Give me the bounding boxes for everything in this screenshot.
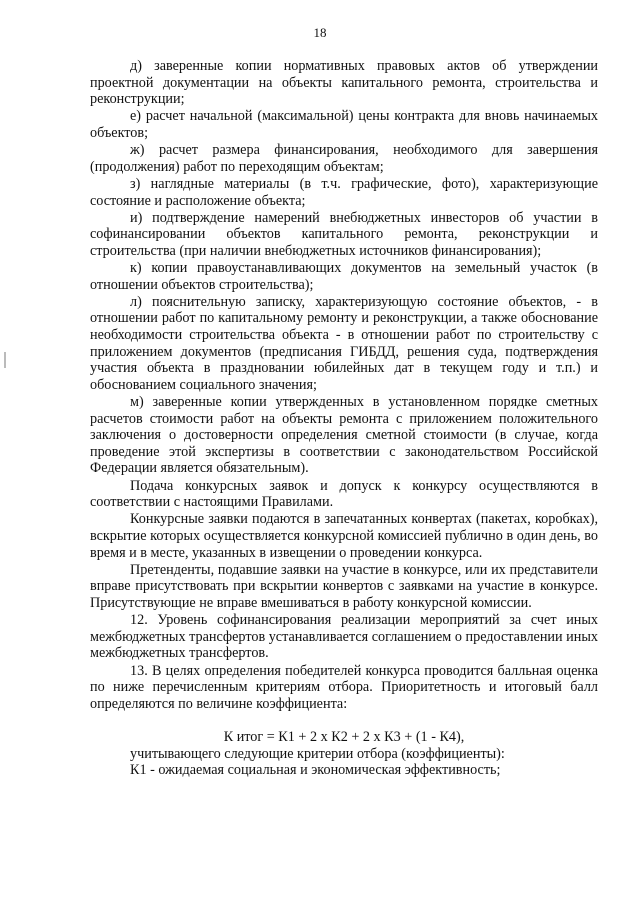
paragraph-applicants: Претенденты, подавшие заявки на участие в конкурсе, или их представители вправе присутствовать при вскрытии конвертов с заявками на участие в конкурсе. Присутствующие не вправе вмешиваться в работу конкурсной комиссии. (90, 561, 598, 611)
paragraph-item-12: 12. Уровень софинансирования реализации мероприятий за счет иных межбюджетных трансфертов устанавливается соглашением о предоставлении иных межбюджетных трансфертов. (90, 612, 598, 662)
scan-margin-mark (4, 352, 6, 368)
paragraph-item-13: 13. В целях определения победителей конкурса проводится балльная оценка по ниже перечисленным критериям отбора. Приоритетность и итоговый балл определяются по величине коэффициента: (90, 662, 598, 712)
paragraph-i: и) подтверждение намерений внебюджетных инвесторов об участии в софинансировании объектов капитального ремонта, реконструкции и строительства (при наличии внебюджетных источников финансирования); (90, 209, 598, 259)
paragraph-e: е) расчет начальной (максимальной) цены контракта для вновь начинаемых объектов; (90, 108, 598, 141)
paragraph-zh: ж) расчет размера финансирования, необходимого для завершения (продолжения) работ по переходящим объектам; (90, 142, 598, 175)
paragraph-envelopes: Конкурсные заявки подаются в запечатанных конвертах (пакетах, коробках), вскрытие которых осуществляется конкурсной комиссией публично в один день, во время и в месте, указанных в извещении о проведении конкурса. (90, 511, 598, 561)
document-body (90, 58, 598, 779)
page-number: 18 (313, 25, 327, 40)
paragraph-submission: Подача конкурсных заявок и допуск к конкурсу осуществляются в соответствии с настоящими Правилами. (90, 477, 598, 511)
paragraph-d: д) заверенные копии нормативных правовых актов об утверждении проектной документации на объекты капитального ремонта, строительства и реконструкции; (90, 58, 598, 108)
formula-block (90, 729, 598, 779)
paragraph-m: м) заверенные копии утвержденных в установленном порядке сметных расчетов стоимости работ на объекты ремонта с приложением положительного заключения о достоверности определения сметной стоимости (в случае, когда проведение этой экспертизы в соответствии с законодательством Российской Федерации является обязательным). (90, 394, 598, 477)
paragraph-k: к) копии правоустанавливающих документов на земельный участок (в отношении объектов строительства); (90, 260, 598, 293)
score-formula: К итог = К1 + 2 х К2 + 2 х К3 + (1 - К4), (223, 729, 465, 746)
paragraph-z: з) наглядные материалы (в т.ч. графические, фото), характеризующие состояние и расположение объекта; (90, 175, 598, 209)
paragraph-l: л) пояснительную записку, характеризующую состояние объектов, - в отношении работ по капитальному ремонту и реконструкции, а также обоснование необходимости строительства объекта - в отношении работ по строительству с приложением документов (предписания ГИБДД, решения суда, подтверждения участия объекта в праздновании юбилейных дат в текущем году и т.п.) и обоснованием социального значения; (90, 293, 598, 393)
criterion-k1: К1 - ожидаемая социальная и экономическая эффективность; (130, 762, 501, 779)
formula-note: учитывающего следующие критерии отбора (коэффициенты): (130, 745, 505, 762)
